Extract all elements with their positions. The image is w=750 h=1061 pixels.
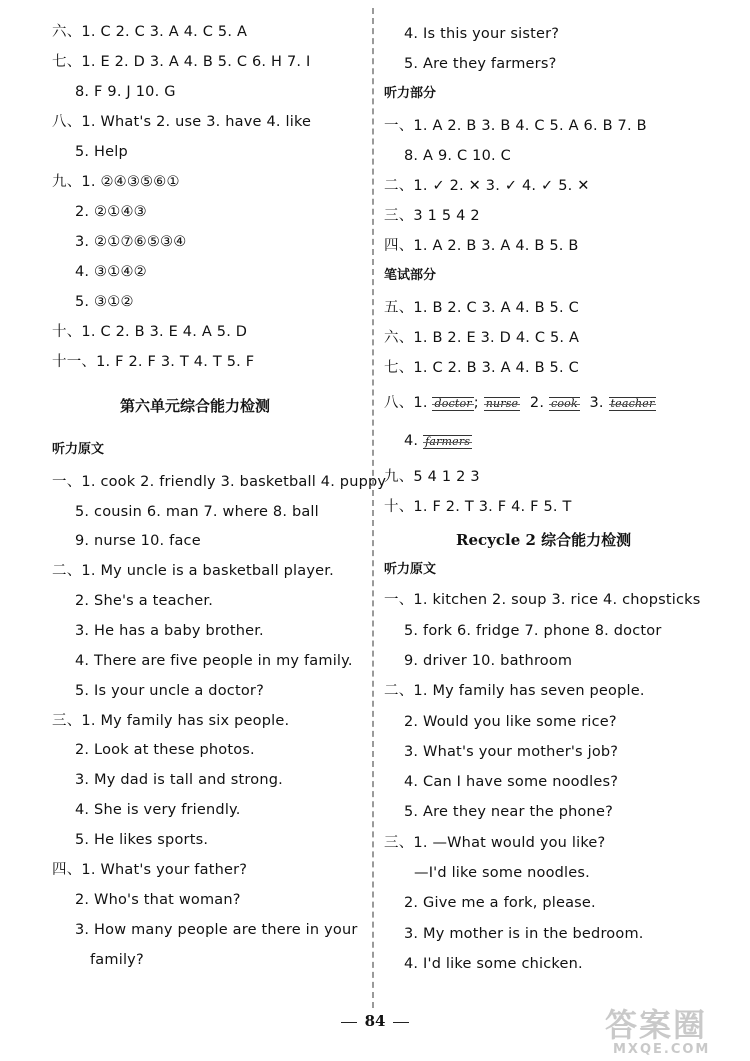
answer-line: 一、1. A 2. B 3. B 4. C 5. A 6. B 7. B (384, 118, 647, 134)
answer-line: 4. Can I have some noodles? (404, 774, 619, 790)
answer-line: 9. nurse 10. face (75, 533, 201, 549)
watermark-text: 答案圈 (605, 1006, 708, 1044)
answer-line: 5. cousin 6. man 7. where 8. ball (75, 504, 319, 520)
answer-line: 十一、1. F 2. F 3. T 4. T 5. F (52, 354, 255, 370)
answer-line: 5. He likes sports. (75, 832, 209, 848)
column-divider (372, 8, 374, 1008)
handwritten-word: farmers (425, 435, 471, 448)
answer-line: 5. Is your uncle a doctor? (75, 683, 264, 699)
answer-line: 4. She is very friendly. (75, 802, 241, 818)
answer-number: 3. (589, 395, 604, 411)
answer-line: 8. A 9. C 10. C (404, 148, 511, 164)
answer-line: 2. Would you like some rice? (404, 714, 617, 730)
answer-line: 三、3 1 5 4 2 (384, 208, 480, 224)
handwritten-word: doctor (434, 397, 472, 410)
answer-line: 六、1. B 2. E 3. D 4. C 5. A (384, 330, 580, 346)
watermark-logo (605, 1000, 745, 1058)
answer-line: 二、1. My family has seven people. (384, 683, 645, 699)
answer-number: 4. (404, 433, 419, 449)
answer-line: —I'd like some noodles. (414, 865, 590, 881)
watermark-url: MXQE.COM (613, 1042, 711, 1057)
answer-line: family? (90, 952, 144, 968)
answer-line: 3. My dad is tall and strong. (75, 772, 283, 788)
handwritten-word: cook (550, 397, 578, 410)
answer-line: 七、1. E 2. D 3. A 4. B 5. C 6. H 7. I (52, 54, 311, 70)
answer-line: 5. ③①② (75, 294, 134, 310)
answer-line: 十、1. F 2. T 3. F 4. F 5. T (384, 499, 572, 515)
handwriting-answer-line (384, 393, 656, 413)
answer-prefix: 八、1. (384, 395, 428, 411)
answer-line: 三、1. My family has six people. (52, 713, 290, 729)
answer-line: 二、1. ✓ 2. ✕ 3. ✓ 4. ✓ 5. ✕ (384, 178, 590, 194)
answer-line: 九、1. ②④③⑤⑥① (52, 174, 180, 190)
answer-line: 2. Give me a fork, please. (404, 895, 596, 911)
answer-number: 2. (529, 395, 545, 411)
answer-line: 2. She's a teacher. (75, 593, 214, 609)
answer-line: 2. Who's that woman? (75, 892, 241, 908)
answer-line: 3. My mother is in the bedroom. (404, 926, 644, 942)
unit-heading: 第六单元综合能力检测 (120, 397, 271, 415)
answer-line: 2. ②①④③ (75, 204, 147, 220)
answer-line: 一、1. cook 2. friendly 3. basketball 4. puppy (52, 474, 387, 490)
answer-line: 一、1. kitchen 2. soup 3. rice 4. chopsticks (384, 592, 701, 608)
separator: ; (473, 395, 479, 411)
answer-line: 二、1. My uncle is a basketball player. (52, 563, 334, 579)
dash-right (393, 1022, 409, 1023)
section-label: 听力原文 (52, 442, 105, 457)
handwritten-word: teacher (610, 397, 655, 410)
section-label: 笔试部分 (384, 268, 437, 283)
page-number-text: 84 (364, 1012, 386, 1030)
answer-line: 六、1. C 2. C 3. A 4. C 5. A (52, 24, 248, 40)
answer-line: 七、1. C 2. B 3. A 4. B 5. C (384, 360, 579, 376)
answer-line: 4. ③①④② (75, 264, 147, 280)
answer-line: 四、1. What's your father? (52, 862, 248, 878)
answer-line: 九、5 4 1 2 3 (384, 469, 480, 485)
answer-line: 3. ②①⑦⑥⑤③④ (75, 234, 187, 250)
section-label: 听力原文 (384, 562, 437, 577)
answer-line: 3. What's your mother's job? (404, 744, 619, 760)
answer-line: 5. Help (75, 144, 128, 160)
answer-line: 3. He has a baby brother. (75, 623, 264, 639)
answer-line: 3. How many people are there in your (75, 922, 358, 938)
answer-line: 五、1. B 2. C 3. A 4. B 5. C (384, 300, 579, 316)
answer-line: 9. driver 10. bathroom (404, 653, 573, 669)
answer-line: 8. F 9. J 10. G (75, 84, 176, 100)
answer-line: 5. Are they farmers? (404, 56, 557, 72)
section-label: 听力部分 (384, 86, 437, 101)
dash-left (341, 1022, 357, 1023)
answer-line: 2. Look at these photos. (75, 742, 255, 758)
answer-line: 5. Are they near the phone? (404, 804, 613, 820)
answer-line: 四、1. A 2. B 3. A 4. B 5. B (384, 238, 579, 254)
answer-line: 八、1. What's 2. use 3. have 4. like (52, 114, 312, 130)
answer-line: 4. Is this your sister? (404, 26, 560, 42)
handwritten-word: nurse (485, 397, 519, 410)
handwriting-answer-line (404, 431, 472, 451)
unit-heading: Recycle 2 综合能力检测 (456, 531, 632, 549)
answer-line: 5. fork 6. fridge 7. phone 8. doctor (404, 623, 662, 639)
answer-line: 三、1. —What would you like? (384, 835, 606, 851)
answer-line: 十、1. C 2. B 3. E 4. A 5. D (52, 324, 248, 340)
answer-line: 4. I'd like some chicken. (404, 956, 583, 972)
answer-line: 4. There are five people in my family. (75, 653, 353, 669)
